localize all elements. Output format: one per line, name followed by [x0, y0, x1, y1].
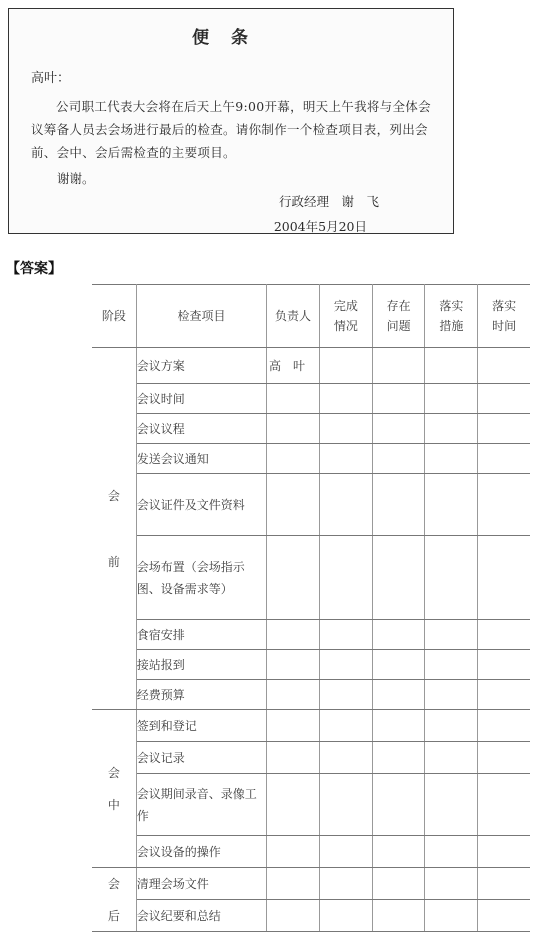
owner-cell	[267, 774, 320, 836]
column-header: 负责人	[267, 285, 320, 348]
stage-char: 前	[107, 554, 120, 569]
empty-cell	[319, 474, 372, 536]
empty-cell	[319, 444, 372, 474]
item-cell: 会议记录	[136, 742, 266, 774]
empty-cell	[372, 444, 425, 474]
empty-cell	[478, 414, 530, 444]
empty-cell	[478, 742, 530, 774]
table-row	[92, 414, 530, 444]
empty-cell	[425, 650, 478, 680]
item-cell: 会议纪要和总结	[136, 900, 266, 932]
table-row	[92, 474, 530, 536]
empty-cell	[478, 536, 530, 620]
empty-cell	[372, 348, 425, 384]
owner-cell	[267, 444, 320, 474]
empty-cell	[372, 384, 425, 414]
stage-char: 会	[107, 765, 120, 780]
memo-date: 2004年5月20日	[273, 219, 367, 234]
table-row	[92, 444, 530, 474]
stage-cell	[92, 868, 136, 932]
empty-cell	[425, 444, 478, 474]
memo-title: 便条	[192, 28, 270, 48]
empty-cell	[372, 414, 425, 444]
owner-cell	[267, 868, 320, 900]
empty-cell	[478, 444, 530, 474]
table-header-row	[92, 285, 530, 348]
empty-cell	[478, 620, 530, 650]
memo-box	[8, 8, 454, 234]
empty-cell	[425, 414, 478, 444]
checklist-table	[92, 284, 530, 932]
memo-thanks: 谢谢。	[57, 171, 95, 186]
item-cell: 会议议程	[136, 414, 266, 444]
item-cell: 会议期间录音、录像工作	[136, 774, 266, 836]
owner-cell	[267, 474, 320, 536]
table-row	[92, 650, 530, 680]
item-cell: 会场布置（会场指示图、设备需求等）	[136, 536, 266, 620]
item-cell: 会议设备的操作	[136, 836, 266, 868]
owner-cell	[267, 680, 320, 710]
table-row	[92, 742, 530, 774]
empty-cell	[372, 900, 425, 932]
empty-cell	[478, 348, 530, 384]
empty-cell	[425, 620, 478, 650]
empty-cell	[372, 868, 425, 900]
empty-cell	[478, 384, 530, 414]
table-row	[92, 900, 530, 932]
item-cell: 食宿安排	[136, 620, 266, 650]
empty-cell	[478, 710, 530, 742]
empty-cell	[319, 774, 372, 836]
memo-body: 公司职工代表大会将在后天上午9:00开幕，明天上午我将与全体会议筹备人员去会场进行最后的检查。请你制作一个检查项目表，列出会前、会中、会后需检查的主要项目。	[31, 99, 431, 160]
item-cell: 接站报到	[136, 650, 266, 680]
item-cell: 会议证件及文件资料	[136, 474, 266, 536]
empty-cell	[425, 836, 478, 868]
answer-heading: 【答案】	[6, 261, 62, 277]
item-cell: 签到和登记	[136, 710, 266, 742]
memo-greeting: 高叶：	[31, 71, 71, 86]
empty-cell	[425, 536, 478, 620]
empty-cell	[478, 474, 530, 536]
empty-cell	[372, 536, 425, 620]
empty-cell	[319, 650, 372, 680]
column-header: 存在 问题	[372, 285, 425, 348]
empty-cell	[372, 474, 425, 536]
table-row	[92, 536, 530, 620]
empty-cell	[425, 348, 478, 384]
empty-cell	[372, 650, 425, 680]
empty-cell	[319, 836, 372, 868]
stage-cell	[92, 348, 136, 710]
table-row	[92, 348, 530, 384]
empty-cell	[425, 900, 478, 932]
empty-cell	[372, 710, 425, 742]
item-cell: 会议方案	[136, 348, 266, 384]
empty-cell	[425, 474, 478, 536]
owner-cell	[267, 414, 320, 444]
owner-cell	[267, 650, 320, 680]
empty-cell	[372, 742, 425, 774]
empty-cell	[319, 384, 372, 414]
table-row	[92, 620, 530, 650]
empty-cell	[319, 620, 372, 650]
empty-cell	[319, 710, 372, 742]
table-row	[92, 836, 530, 868]
table-body	[92, 348, 530, 932]
table-row	[92, 868, 530, 900]
stage-char: 会	[107, 876, 120, 891]
empty-cell	[372, 680, 425, 710]
table-row	[92, 710, 530, 742]
stage-char: 会	[107, 488, 120, 503]
empty-cell	[425, 774, 478, 836]
column-header: 落实 措施	[425, 285, 478, 348]
empty-cell	[319, 900, 372, 932]
empty-cell	[478, 900, 530, 932]
empty-cell	[372, 620, 425, 650]
item-cell: 会议时间	[136, 384, 266, 414]
column-header: 阶段	[92, 285, 136, 348]
empty-cell	[319, 348, 372, 384]
owner-cell: 高叶	[267, 348, 320, 384]
empty-cell	[478, 836, 530, 868]
item-cell: 发送会议通知	[136, 444, 266, 474]
empty-cell	[478, 650, 530, 680]
memo-signature: 行政经理 谢 飞	[278, 194, 379, 209]
owner-cell	[267, 384, 320, 414]
empty-cell	[425, 680, 478, 710]
item-cell: 经费预算	[136, 680, 266, 710]
empty-cell	[319, 536, 372, 620]
empty-cell	[372, 774, 425, 836]
empty-cell	[478, 774, 530, 836]
empty-cell	[478, 680, 530, 710]
empty-cell	[425, 868, 478, 900]
column-header: 完成 情况	[319, 285, 372, 348]
stage-char: 中	[107, 797, 120, 812]
stage-char: 后	[107, 908, 120, 923]
owner-cell	[267, 900, 320, 932]
empty-cell	[478, 868, 530, 900]
empty-cell	[319, 414, 372, 444]
table-row	[92, 384, 530, 414]
owner-cell	[267, 742, 320, 774]
stage-cell	[92, 710, 136, 868]
empty-cell	[425, 384, 478, 414]
item-cell: 清理会场文件	[136, 868, 266, 900]
empty-cell	[372, 836, 425, 868]
empty-cell	[319, 868, 372, 900]
column-header: 落实 时间	[478, 285, 530, 348]
empty-cell	[425, 710, 478, 742]
owner-cell	[267, 710, 320, 742]
table-row	[92, 774, 530, 836]
owner-cell	[267, 536, 320, 620]
empty-cell	[319, 680, 372, 710]
column-header: 检查项目	[136, 285, 266, 348]
table-row	[92, 680, 530, 710]
owner-cell	[267, 620, 320, 650]
owner-cell	[267, 836, 320, 868]
empty-cell	[425, 742, 478, 774]
empty-cell	[319, 742, 372, 774]
